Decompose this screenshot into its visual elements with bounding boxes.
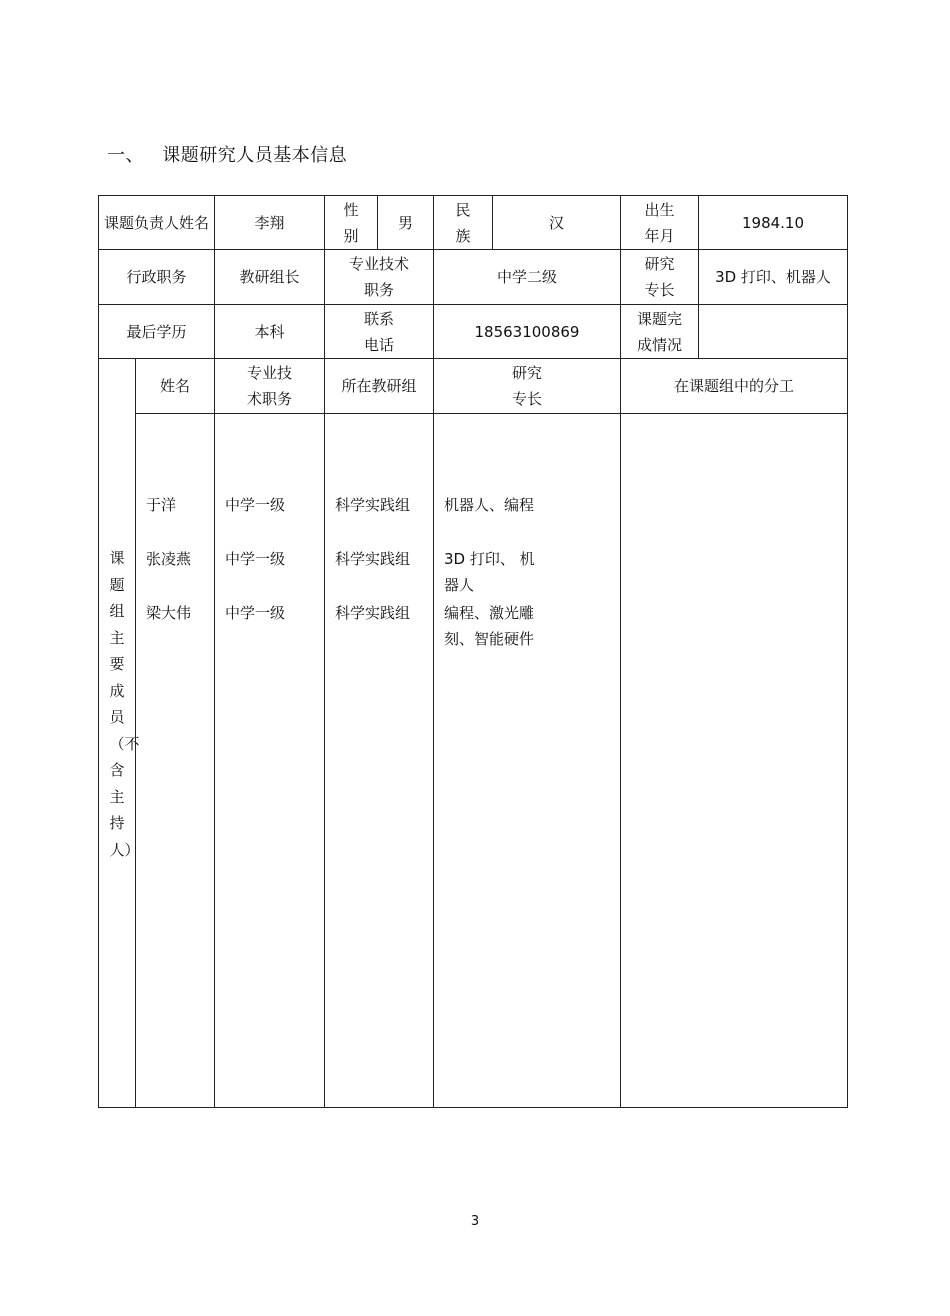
leader-label-cell — [99, 196, 215, 250]
row-leader — [99, 196, 848, 250]
member-title: 中学一级 — [225, 604, 286, 622]
members-group-cell — [325, 414, 434, 1108]
gender-value: 男 — [378, 196, 434, 250]
member-group: 科学实践组 — [335, 604, 411, 622]
section-number: 一、 — [107, 145, 144, 166]
row-admin — [99, 250, 848, 305]
members-role-cell — [621, 414, 848, 1108]
members-header-specialty: 研究专长 — [511, 364, 542, 408]
birth-label: 出生年月 — [644, 200, 675, 245]
member-name: 张凌燕 — [146, 550, 192, 568]
leader-value: 李翔 — [215, 196, 325, 250]
research-label: 研究专长 — [644, 255, 675, 299]
completion-value — [699, 305, 848, 359]
completion-label: 课题完成情况 — [636, 309, 682, 354]
gender-label: 性别 — [343, 200, 359, 245]
members-header-specialty-cell — [434, 359, 621, 414]
research-value: 3D 打印、机器人 — [699, 250, 848, 305]
edu-label: 最后学历 — [99, 305, 215, 359]
member-specialty: 编程、激光雕刻、智能硬件 — [444, 604, 535, 648]
members-title-cell — [215, 414, 325, 1108]
birth-value: 1984.10 — [699, 196, 848, 250]
ethnic-label: 民族 — [455, 200, 471, 245]
research-label-cell — [621, 250, 699, 305]
completion-label-cell — [621, 305, 699, 359]
member-role — [631, 546, 847, 600]
admin-label: 行政职务 — [99, 250, 215, 305]
members-header-name: 姓名 — [136, 359, 215, 414]
members-name-cell — [136, 414, 215, 1108]
member-name: 于洋 — [146, 496, 177, 514]
member-group: 科学实践组 — [335, 550, 411, 568]
title-label-cell — [325, 250, 434, 305]
title-label: 专业技术职务 — [348, 255, 409, 299]
admin-value: 教研组长 — [215, 250, 325, 305]
edu-value: 本科 — [215, 305, 325, 359]
birth-label-cell — [621, 196, 699, 250]
section-title: 课题研究人员基本信息 — [162, 145, 348, 166]
leader-label: 课题负责人姓名 — [104, 213, 210, 232]
phone-value: 18563100869 — [434, 305, 621, 359]
members-header-group: 所在教研组 — [325, 359, 434, 414]
members-header-title-cell — [215, 359, 325, 414]
title-value: 中学二级 — [434, 250, 621, 305]
members-header-role: 在课题组中的分工 — [621, 359, 848, 414]
member-specialty: 3D 打印、 机器人 — [444, 550, 535, 594]
member-title: 中学一级 — [225, 550, 286, 568]
ethnic-value: 汉 — [493, 196, 621, 250]
row-education — [99, 305, 848, 359]
member-title: 中学一级 — [225, 496, 286, 514]
ethnic-label-cell — [434, 196, 493, 250]
members-header-title: 专业技术职务 — [246, 364, 292, 408]
member-role — [631, 492, 847, 546]
member-group: 科学实践组 — [335, 496, 411, 514]
member-specialty: 机器人、编程 — [444, 496, 535, 514]
researcher-info-table — [98, 195, 848, 1108]
member-name: 梁大伟 — [146, 604, 192, 622]
member-role — [631, 600, 847, 654]
section-heading — [107, 141, 347, 167]
page-number: 3 — [470, 1214, 480, 1229]
members-body-row — [99, 414, 848, 1108]
members-specialty-cell — [434, 414, 621, 1108]
members-side-label-cell — [99, 359, 140, 1108]
members-side-label: 课题组主要成员（不含主持人） — [109, 549, 140, 859]
phone-label-cell — [325, 305, 434, 359]
phone-label: 联系电话 — [363, 309, 394, 354]
gender-label-cell — [325, 196, 378, 250]
members-header-row — [99, 359, 848, 414]
